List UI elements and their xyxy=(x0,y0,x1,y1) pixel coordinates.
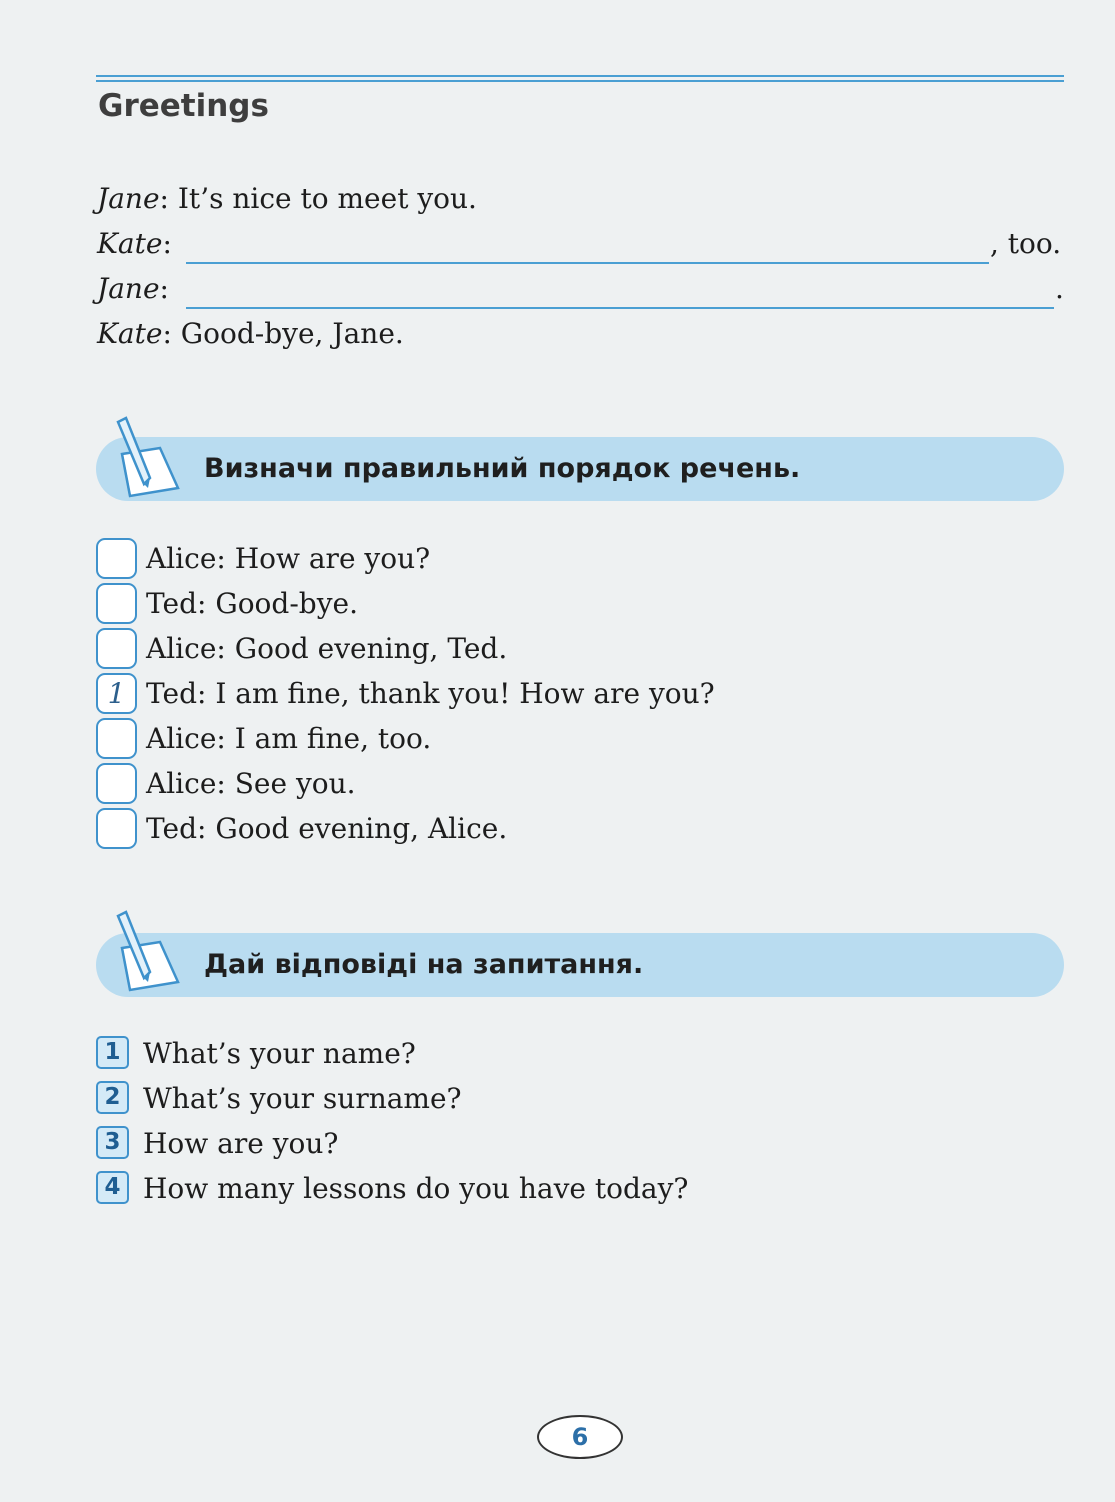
order-item-text: Ted: I am fine, thank you! How are you? xyxy=(146,677,715,710)
pencil-notebook-icon xyxy=(100,412,190,502)
order-item xyxy=(96,809,507,849)
dialogue-text: It’s nice to meet you. xyxy=(177,182,477,215)
question-number: 2 xyxy=(96,1081,129,1114)
order-item-text: Alice: I am fine, too. xyxy=(146,722,432,755)
question-text: What’s your name? xyxy=(143,1037,416,1070)
speaker-name: Kate xyxy=(97,227,163,260)
order-item xyxy=(96,584,358,624)
task1-instruction: Визначи правильний порядок речень. xyxy=(204,453,801,484)
question-text: What’s your surname? xyxy=(143,1082,462,1115)
speaker-name: Jane xyxy=(97,182,160,215)
order-item-text: Ted: Good-bye. xyxy=(146,587,359,620)
order-item xyxy=(96,719,431,759)
order-item xyxy=(96,629,507,669)
dialogue-line-2: Kate: xyxy=(97,227,172,260)
order-item xyxy=(96,674,715,714)
order-number-box[interactable]: 1 xyxy=(96,673,137,714)
dialogue-suffix: , too. xyxy=(990,227,1062,260)
question-item xyxy=(96,1034,416,1074)
question-number: 1 xyxy=(96,1036,129,1069)
dialogue-text: Good-bye, Jane. xyxy=(180,317,404,350)
pencil-notebook-icon xyxy=(100,906,190,996)
header-rule-bottom xyxy=(96,80,1064,82)
speaker-name: Jane xyxy=(97,272,160,305)
dialogue-suffix: . xyxy=(1055,272,1064,305)
answer-blank-1[interactable] xyxy=(186,262,989,264)
page-number: 6 xyxy=(537,1415,623,1459)
section-title: Greetings xyxy=(98,88,269,124)
order-number-box[interactable] xyxy=(96,718,137,759)
order-number-box[interactable] xyxy=(96,808,137,849)
question-text: How many lessons do you have today? xyxy=(143,1172,689,1205)
order-number-box[interactable] xyxy=(96,763,137,804)
question-text: How are you? xyxy=(143,1127,339,1160)
question-number: 4 xyxy=(96,1171,129,1204)
order-number-box[interactable] xyxy=(96,538,137,579)
order-item xyxy=(96,539,430,579)
order-number-box[interactable] xyxy=(96,628,137,669)
order-item-text: Ted: Good evening, Alice. xyxy=(146,812,508,845)
dialogue-line-1: Jane: It’s nice to meet you. xyxy=(97,182,477,215)
dialogue-line-3: Jane: xyxy=(97,272,169,305)
order-item-text: Alice: Good evening, Ted. xyxy=(146,632,508,665)
question-item xyxy=(96,1169,688,1209)
order-number-box[interactable] xyxy=(96,583,137,624)
order-item-text: Alice: See you. xyxy=(146,767,356,800)
speaker-name: Kate xyxy=(97,317,163,350)
question-item xyxy=(96,1124,338,1164)
answer-blank-2[interactable] xyxy=(186,307,1054,309)
dialogue-line-4: Kate: Good-bye, Jane. xyxy=(97,317,404,350)
header-rule-top xyxy=(96,75,1064,77)
order-item xyxy=(96,764,356,804)
order-item-text: Alice: How are you? xyxy=(146,542,431,575)
task2-instruction: Дай відповіді на запитання. xyxy=(204,949,644,980)
question-item xyxy=(96,1079,462,1119)
question-number: 3 xyxy=(96,1126,129,1159)
